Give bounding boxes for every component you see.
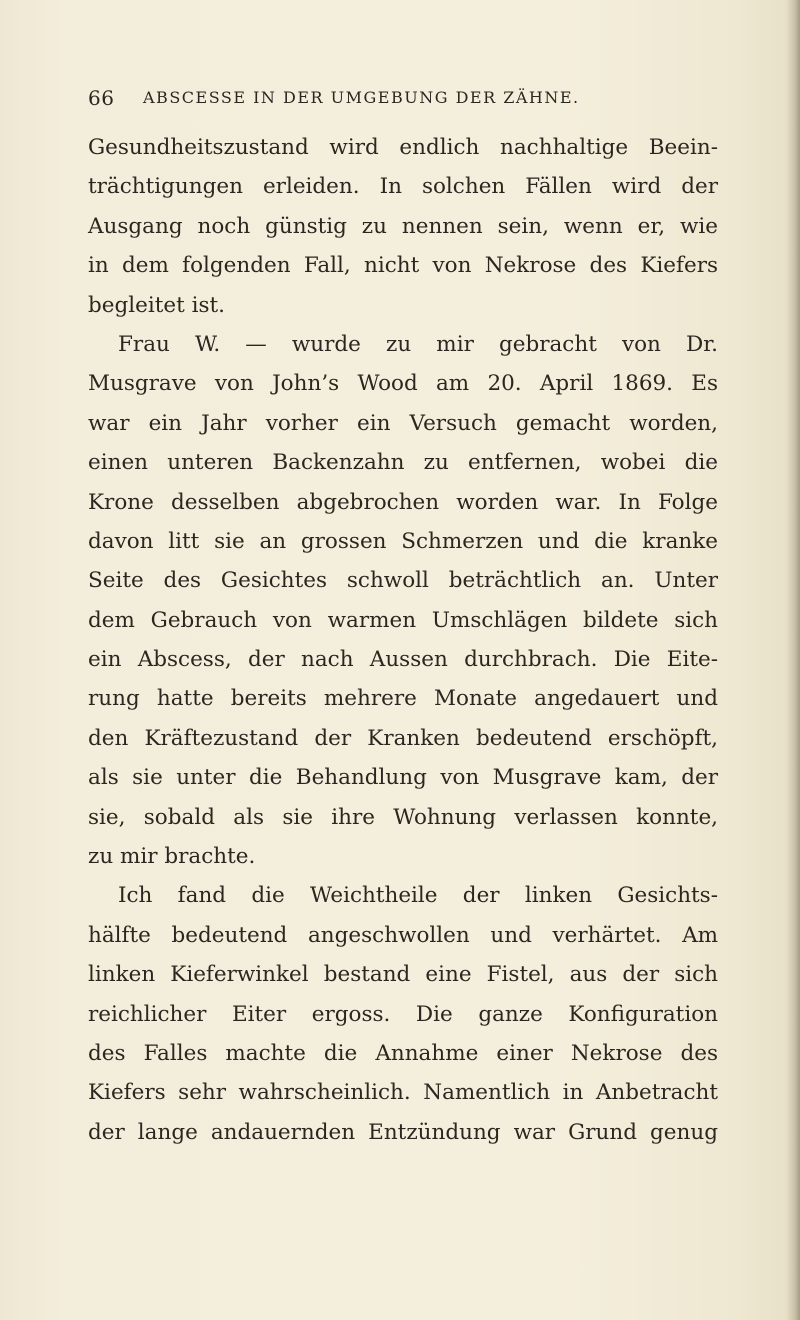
text-line: einen unteren Backenzahn zu entfernen, wobei die (88, 450, 718, 476)
text-line: sie, sobald als sie ihre Wohnung verlassen konnte, (88, 804, 718, 830)
text-line: Krone desselben abgebrochen worden war. In Folge (88, 489, 718, 515)
text-line: reichlicher Eiter ergoss. Die ganze Konfiguration (88, 1001, 718, 1027)
text-line: trächtigungen erleiden. In solchen Fällen wird der (88, 174, 718, 200)
text-line: ein Abscess, der nach Aussen durchbrach. Die Eite- (88, 647, 718, 673)
text-line: Frau W. — wurde zu mir gebracht von Dr. (118, 331, 718, 357)
text-line: begleitet ist. (88, 292, 225, 318)
text-line: Ich fand die Weichtheile der linken Gesichts- (118, 883, 718, 909)
text-line: rung hatte bereits mehrere Monate angedauert und (88, 686, 718, 712)
text-line: linken Kieferwinkel bestand eine Fistel, aus der sich (88, 962, 718, 988)
text-line: als sie unter die Behandlung von Musgrave kam, der (88, 765, 718, 791)
text-line: der lange andauernden Entzündung war Grund genug (88, 1119, 718, 1145)
text-line: Musgrave von John’s Wood am 20. April 1869. Es (88, 371, 718, 397)
text-line: davon litt sie an grossen Schmerzen und die kranke (88, 528, 718, 554)
text-line: Kiefers sehr wahrscheinlich. Namentlich in Anbetracht (88, 1080, 718, 1106)
text-line: war ein Jahr vorher ein Versuch gemacht worden, (88, 410, 718, 436)
text-line: Seite des Gesichtes schwoll beträchtlich an. Unter (88, 568, 718, 594)
text-line: zu mir brachte. (88, 844, 256, 870)
body-text (88, 128, 718, 1152)
page-number: 66 (88, 86, 115, 110)
running-title: ABSCESSE IN DER UMGEBUNG DER ZÄHNE. (143, 88, 580, 107)
page-header (0, 86, 800, 116)
text-line: dem Gebrauch von warmen Umschlägen bildete sich (88, 607, 718, 633)
text-line: den Kräftezustand der Kranken bedeutend erschöpft, (88, 725, 718, 751)
page-edge-shadow (786, 0, 800, 1320)
text-line: Ausgang noch günstig zu nennen sein, wenn er, wie (88, 213, 718, 239)
text-line: Gesundheitszustand wird endlich nachhaltige Beein- (88, 135, 718, 160)
text-line: des Falles machte die Annahme einer Nekrose des (88, 1040, 718, 1066)
text-line: in dem folgenden Fall, nicht von Nekrose des Kiefers (88, 253, 718, 279)
text-line: hälfte bedeutend angeschwollen und verhärtet. Am (88, 922, 718, 948)
